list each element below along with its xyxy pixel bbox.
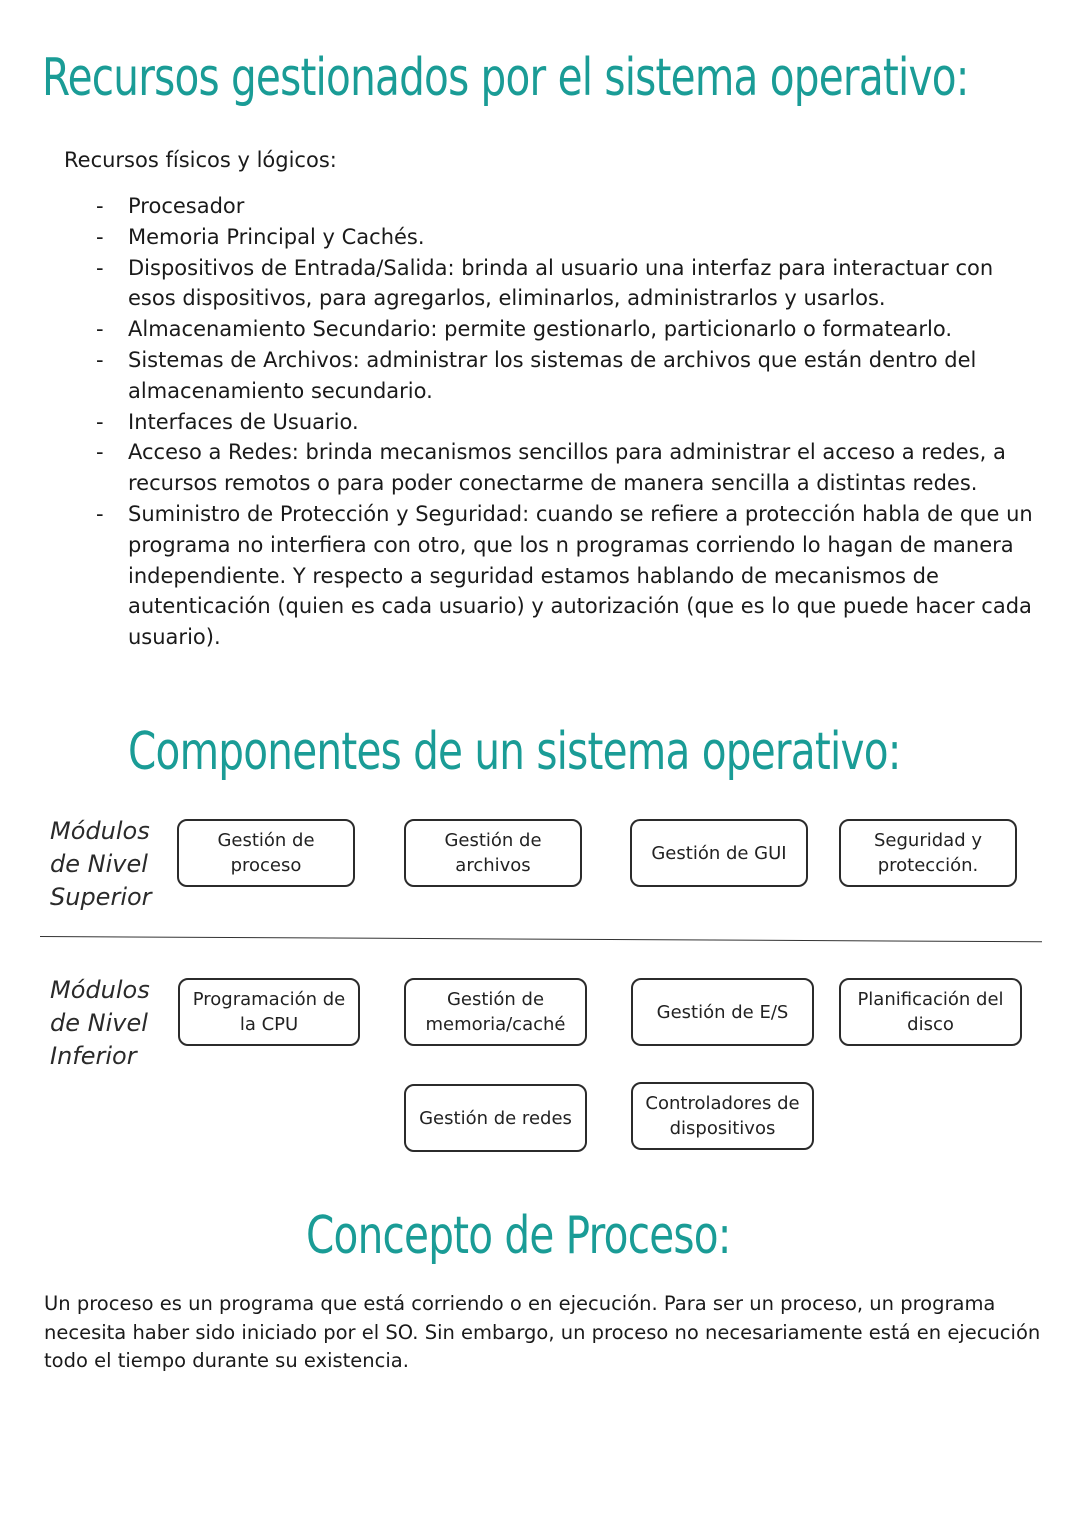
resources-list	[96, 191, 1038, 653]
bullet-dash: -	[96, 224, 104, 249]
list-item-text: Dispositivos de Entrada/Salida: brinda al usuario una interfaz para interactuar con esos dispositivos, para agregarlos, eliminarlos, administrarlos y usarlos.	[128, 255, 994, 311]
lower-level-label: Módulos de Nivel Inferior	[50, 976, 150, 1070]
list-item	[96, 191, 1038, 222]
list-item-text: Sistemas de Archivos: administrar los sistemas de archivos que están dentro del almacenamiento secundario.	[128, 347, 977, 403]
list-item	[96, 407, 1038, 438]
bullet-dash: -	[96, 501, 104, 526]
list-item-text: Memoria Principal y Cachés.	[128, 224, 425, 249]
list-item	[96, 437, 1038, 499]
list-item-text: Acceso a Redes: brinda mecanismos sencillos para administrar el acceso a redes, a recursos remotos o para poder conectarme de manera sencilla a distintas redes.	[128, 440, 1006, 496]
components-heading: Componentes de un sistema operativo:	[128, 722, 901, 782]
resources-intro: Recursos físicos y lógicos:	[64, 148, 337, 172]
upper-level-label: Módulos de Nivel Superior	[50, 817, 152, 911]
module-box-network: Gestión de redes	[404, 1084, 587, 1152]
module-box-memory: Gestión de memoria/caché	[404, 978, 587, 1046]
bullet-dash: -	[96, 347, 104, 372]
process-heading: Concepto de Proceso:	[306, 1206, 731, 1266]
module-box-drivers: Controladores de dispositivos	[631, 1082, 814, 1150]
list-item-text: Procesador	[128, 194, 245, 218]
list-item-text: Suministro de Protección y Seguridad: cuando se refiere a protección habla de que un programa no interfiera con otro, que los n programas corriendo lo hagan de manera independiente. Y respecto a seguridad estamos hablando de mecanismos de autenticación (quien es cada usuario) y autorización (que es lo que puede hacer cada usuario).	[128, 501, 1033, 650]
bullet-dash: -	[96, 317, 104, 342]
module-box-security: Seguridad y protección.	[839, 819, 1017, 887]
list-item-text: Almacenamiento Secundario: permite gestionarlo, particionarlo o formatearlo.	[128, 317, 953, 342]
module-box-disk: Planificación del disco	[839, 978, 1022, 1046]
module-box-files: Gestión de archivos	[404, 819, 582, 887]
module-box-gui: Gestión de GUI	[630, 819, 808, 887]
bullet-dash: -	[96, 194, 104, 218]
list-item	[96, 222, 1038, 253]
list-item	[96, 314, 1038, 345]
bullet-dash: -	[96, 440, 104, 465]
resources-heading: Recursos gestionados por el sistema operativo:	[42, 48, 969, 108]
process-paragraph: Un proceso es un programa que está corriendo o en ejecución. Para ser un proceso, un programa necesita haber sido iniciado por el SO. Sin embargo, un proceso no necesariamente está en ejecución todo el tiempo durante su existencia.	[44, 1292, 1041, 1372]
module-box-io: Gestión de E/S	[631, 978, 814, 1046]
list-item-text: Interfaces de Usuario.	[128, 409, 359, 434]
list-item	[96, 345, 1038, 407]
list-item	[96, 253, 1038, 315]
bullet-dash: -	[96, 255, 104, 280]
bullet-dash: -	[96, 409, 104, 434]
module-box-process: Gestión de proceso	[177, 819, 355, 887]
list-item	[96, 499, 1038, 653]
level-divider	[40, 936, 1042, 942]
module-box-cpu: Programación de la CPU	[178, 978, 360, 1046]
